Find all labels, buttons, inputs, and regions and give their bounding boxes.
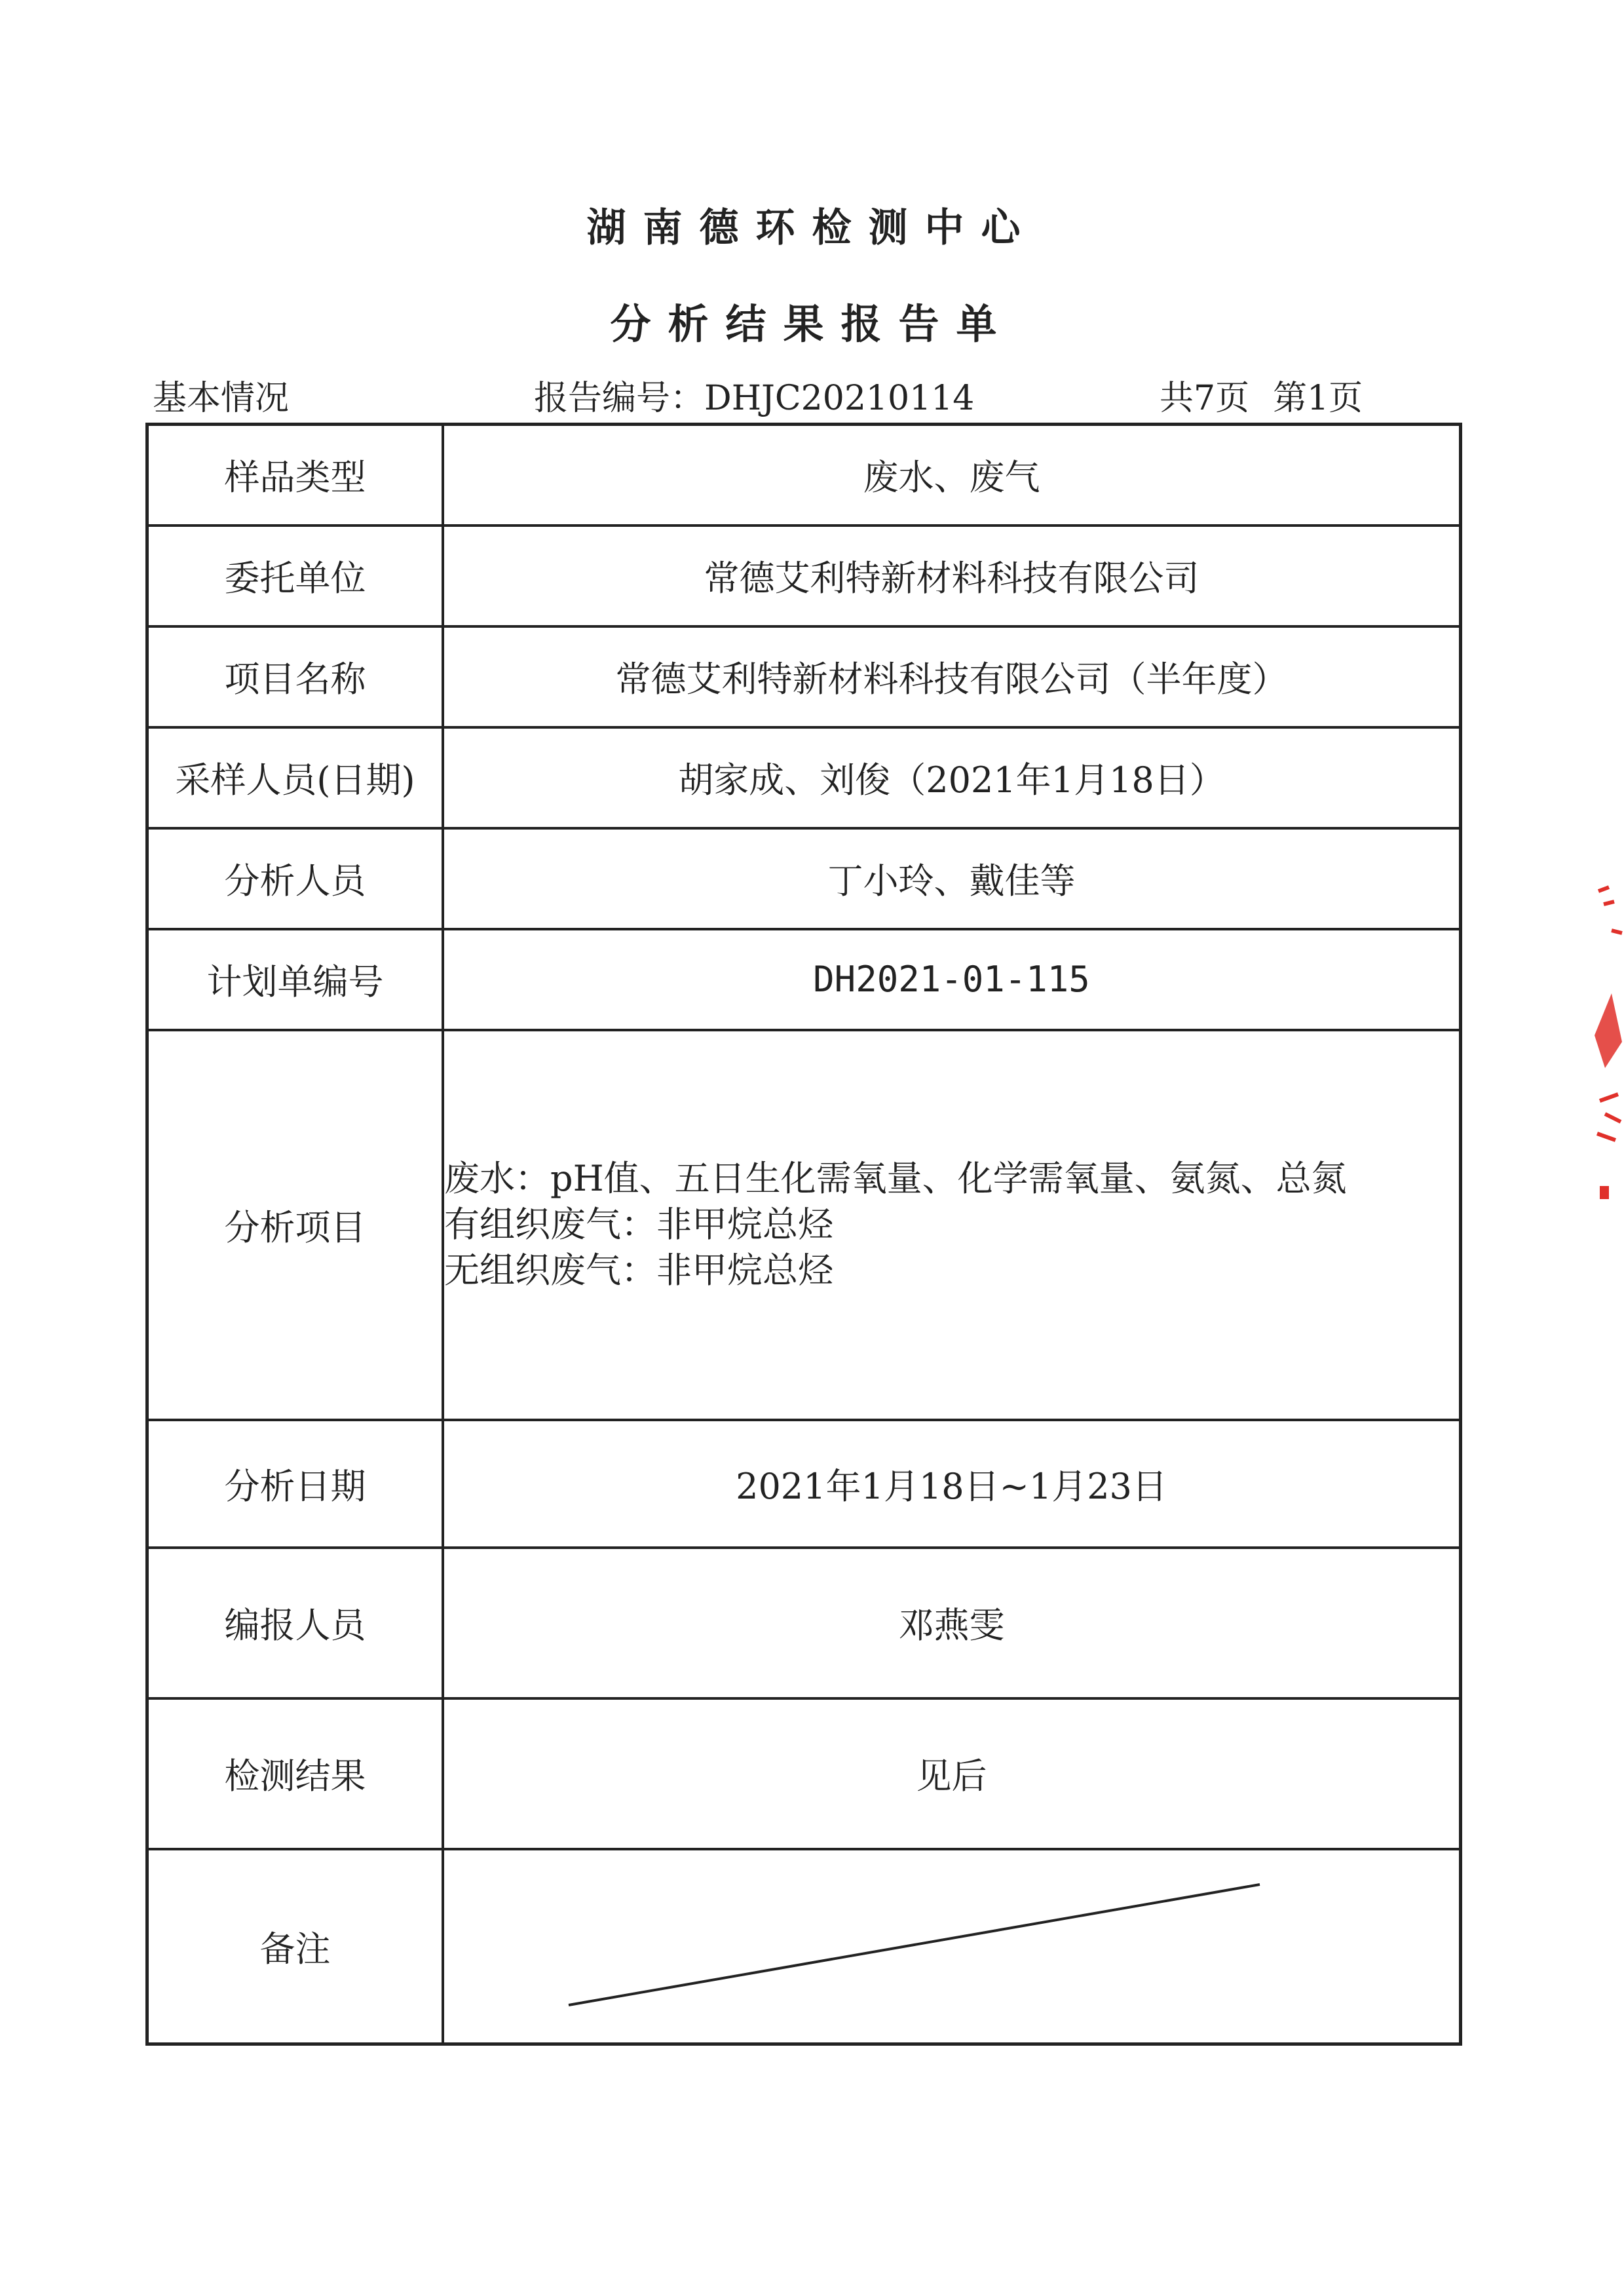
- row-value-analysis-items: [443, 1030, 1461, 1420]
- row-label-analysts: 分析人员: [147, 828, 444, 929]
- table-row: [147, 1849, 1461, 2044]
- table-row: [147, 526, 1461, 626]
- org-title: 湖南德环检测中心: [586, 205, 1038, 251]
- section-label: 基本情况: [153, 379, 290, 418]
- row-label-test-result: 检测结果: [147, 1698, 444, 1849]
- row-label-remarks: 备注: [147, 1849, 444, 2044]
- table-row: [147, 425, 1461, 526]
- total-pages: 共7页: [1160, 379, 1250, 418]
- current-page: 第1页: [1273, 379, 1363, 418]
- analysis-item-line: 无组织废气：非甲烷总烃: [444, 1250, 833, 1291]
- row-value-project-name: 常德艾利特新材料科技有限公司（半年度）: [443, 626, 1461, 727]
- report-table: [145, 423, 1462, 2046]
- row-label-client: 委托单位: [147, 526, 444, 626]
- row-value-analysis-date: 2021年1月18日~1月23日: [443, 1420, 1461, 1548]
- analysis-item-line: 有组织废气：非甲烷总烃: [444, 1204, 833, 1245]
- row-label-sampler: 采样人员(日期): [147, 727, 444, 828]
- table-row: [147, 929, 1461, 1030]
- row-value-sampler: 胡家成、刘俊（2021年1月18日）: [443, 727, 1461, 828]
- row-value-test-result: 见后: [443, 1698, 1461, 1849]
- page-indicator: [1160, 370, 1363, 419]
- row-value-sample-type: 废水、废气: [443, 425, 1461, 526]
- row-value-compiler: 邓燕雯: [443, 1548, 1461, 1698]
- row-value-remarks: [443, 1849, 1461, 2044]
- table-row: [147, 828, 1461, 929]
- row-label-sample-type: 样品类型: [147, 425, 444, 526]
- row-label-plan-number: 计划单编号: [147, 929, 444, 1030]
- table-row: [147, 727, 1461, 828]
- row-label-analysis-date: 分析日期: [147, 1420, 444, 1548]
- row-value-client: 常德艾利特新材料科技有限公司: [443, 526, 1461, 626]
- report-number: 报告编号：DHJC20210114: [534, 379, 975, 418]
- row-label-analysis-items: 分析项目: [147, 1030, 444, 1420]
- void-strike-line: [444, 1850, 1464, 2046]
- document-title: 分析结果报告单: [610, 300, 1014, 348]
- analysis-item-line: 废水：pH值、五日生化需氧量、化学需氧量、氨氮、总氮: [444, 1158, 1347, 1199]
- table-row: [147, 626, 1461, 727]
- table-row: [147, 1030, 1461, 1420]
- row-label-project-name: 项目名称: [147, 626, 444, 727]
- row-value-plan-number: DH2021-01-115: [443, 929, 1461, 1030]
- table-row: [147, 1548, 1461, 1698]
- seal-stamp-edge: [1585, 878, 1624, 1219]
- row-value-analysts: 丁小玲、戴佳等: [443, 828, 1461, 929]
- row-label-compiler: 编报人员: [147, 1548, 444, 1698]
- table-row: [147, 1420, 1461, 1548]
- table-row: [147, 1698, 1461, 1849]
